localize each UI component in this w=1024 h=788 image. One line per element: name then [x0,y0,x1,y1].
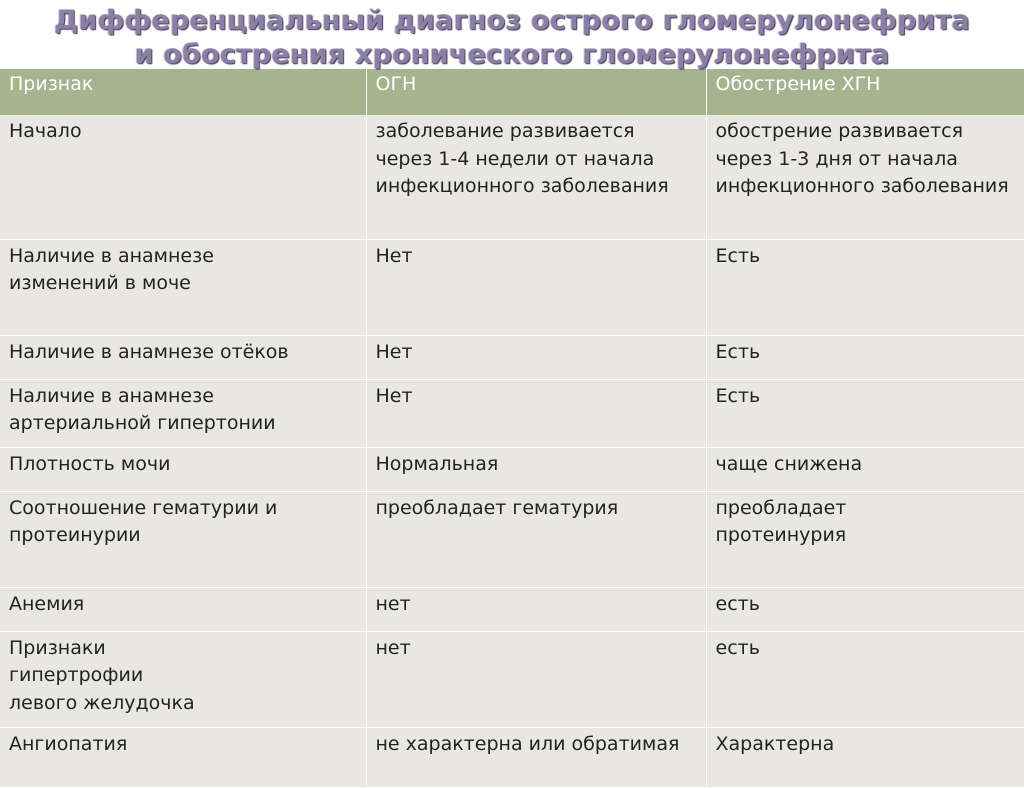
cell-sign: Анемия [0,587,366,631]
cell-ogn: Нет [366,379,706,447]
cell-ogn: не характерна или обратимая [366,727,706,787]
cell-xgn: обострение развивается через 1-3 дня от начала инфекционного заболевания [706,115,1024,239]
cell-xgn: Есть [706,379,1024,447]
cell-ogn: Нет [366,335,706,379]
slide-title [0,0,1024,72]
cell-sign: Ангиопатия [0,727,366,787]
cell-xgn: Есть [706,335,1024,379]
cell-sign: Начало [0,115,366,239]
cell-ogn: заболевание развивается через 1-4 недели от начала инфекционного заболевания [366,115,706,239]
cell-ogn: преобладает гематурия [366,491,706,587]
cell-xgn: есть [706,631,1024,727]
header-ogn: ОГН [366,69,706,115]
header-sign: Признак [0,69,366,115]
table-row [0,727,1024,787]
header-xgn: Обострение ХГН [706,69,1024,115]
table-row [0,631,1024,727]
cell-sign: Соотношение гематурии и протеинурии [0,491,366,587]
title-line-1: Дифференциальный диагноз острого гломерулонефрита [54,5,970,36]
cell-sign: Наличие в анамнезе артериальной гипертонии [0,379,366,447]
cell-sign: Плотность мочи [0,447,366,491]
table-row [0,447,1024,491]
cell-ogn: Нормальная [366,447,706,491]
table-row [0,115,1024,239]
cell-sign: Наличие в анамнезе отёков [0,335,366,379]
cell-ogn: нет [366,631,706,727]
cell-xgn: преобладает протеинурия [706,491,1024,587]
table-row [0,587,1024,631]
cell-xgn: Есть [706,239,1024,335]
cell-sign: Признаки гипертрофии левого желудочка [0,631,366,727]
diagnosis-table [0,69,1024,788]
cell-xgn: Характерна [706,727,1024,787]
title-line-2: и обострения хронического гломерулонефрита [134,39,890,70]
cell-ogn: Нет [366,239,706,335]
cell-xgn: чаще снижена [706,447,1024,491]
cell-ogn: нет [366,587,706,631]
table-header-row [0,69,1024,115]
cell-sign: Наличие в анамнезе изменений в моче [0,239,366,335]
table-row [0,335,1024,379]
table-row [0,491,1024,587]
cell-xgn: есть [706,587,1024,631]
table-row [0,239,1024,335]
table-row [0,379,1024,447]
